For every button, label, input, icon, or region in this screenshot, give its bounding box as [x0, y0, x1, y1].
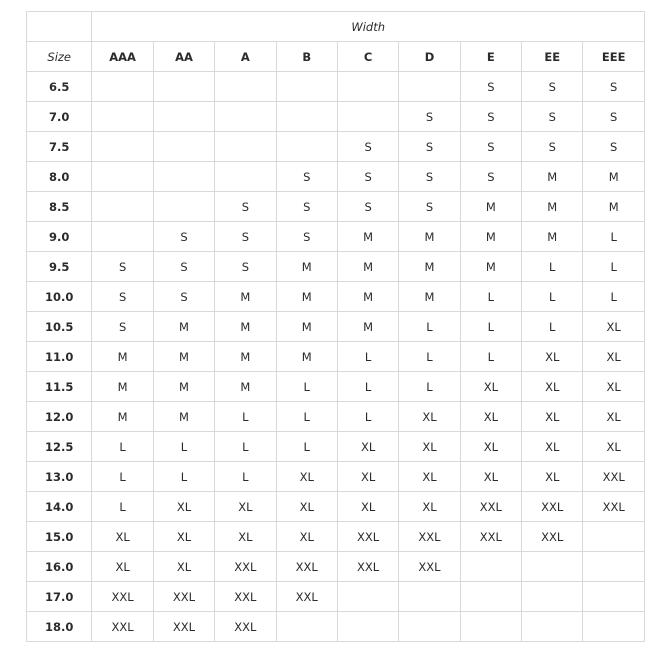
fit-cell: M	[276, 342, 337, 372]
fit-cell: S	[153, 222, 214, 252]
size-value: 16.0	[27, 552, 92, 582]
size-value: 11.5	[27, 372, 92, 402]
fit-cell	[215, 72, 276, 102]
fit-cell	[153, 102, 214, 132]
fit-cell: S	[522, 102, 583, 132]
column-header: AAA	[92, 42, 153, 72]
table-row	[27, 492, 645, 522]
fit-cell: XXL	[399, 522, 460, 552]
fit-cell: M	[337, 282, 398, 312]
table-row	[27, 162, 645, 192]
fit-cell: XXL	[583, 492, 645, 522]
fit-cell: XL	[460, 402, 521, 432]
fit-cell	[153, 162, 214, 192]
fit-cell: XL	[337, 462, 398, 492]
fit-cell: XXL	[215, 612, 276, 642]
fit-cell: XXL	[153, 582, 214, 612]
fit-cell	[92, 162, 153, 192]
fit-cell: XXL	[460, 492, 521, 522]
fit-cell	[276, 102, 337, 132]
fit-cell: L	[92, 462, 153, 492]
fit-cell: M	[153, 342, 214, 372]
fit-cell: XL	[583, 432, 645, 462]
fit-cell: XL	[583, 342, 645, 372]
fit-cell: L	[153, 432, 214, 462]
fit-cell: L	[583, 252, 645, 282]
fit-cell: L	[522, 252, 583, 282]
fit-cell: L	[399, 372, 460, 402]
fit-cell: XXL	[215, 552, 276, 582]
fit-cell: XL	[92, 522, 153, 552]
table-row	[27, 372, 645, 402]
size-value: 8.5	[27, 192, 92, 222]
column-header: C	[337, 42, 398, 72]
fit-cell: L	[337, 342, 398, 372]
fit-cell: L	[583, 222, 645, 252]
fit-cell: XL	[153, 522, 214, 552]
fit-cell: M	[153, 402, 214, 432]
fit-cell: L	[399, 312, 460, 342]
fit-cell: S	[337, 132, 398, 162]
fit-cell: S	[522, 72, 583, 102]
fit-cell	[583, 612, 645, 642]
fit-cell: M	[460, 222, 521, 252]
fit-cell: XXL	[522, 492, 583, 522]
fit-cell: L	[460, 312, 521, 342]
fit-cell	[276, 132, 337, 162]
fit-cell	[583, 522, 645, 552]
fit-cell: M	[276, 312, 337, 342]
fit-cell: M	[92, 372, 153, 402]
size-value: 7.5	[27, 132, 92, 162]
table-row	[27, 612, 645, 642]
size-value: 15.0	[27, 522, 92, 552]
fit-cell: M	[522, 192, 583, 222]
fit-cell	[399, 72, 460, 102]
fit-cell	[215, 132, 276, 162]
fit-cell: L	[399, 342, 460, 372]
fit-cell: S	[583, 72, 645, 102]
fit-cell: M	[399, 252, 460, 282]
fit-cell: XL	[522, 372, 583, 402]
fit-cell: L	[460, 282, 521, 312]
size-value: 6.5	[27, 72, 92, 102]
fit-cell: XL	[215, 522, 276, 552]
table-row	[27, 132, 645, 162]
fit-cell: XXL	[460, 522, 521, 552]
table-row	[27, 102, 645, 132]
fit-cell: XXL	[583, 462, 645, 492]
column-header: D	[399, 42, 460, 72]
fit-cell: S	[215, 192, 276, 222]
fit-cell: XL	[460, 372, 521, 402]
fit-cell	[399, 582, 460, 612]
fit-cell	[276, 72, 337, 102]
table-row	[27, 282, 645, 312]
fit-cell: M	[215, 372, 276, 402]
column-header: EEE	[583, 42, 645, 72]
table-row	[27, 192, 645, 222]
size-value: 14.0	[27, 492, 92, 522]
fit-cell: S	[92, 282, 153, 312]
fit-cell: M	[460, 192, 521, 222]
fit-cell: XL	[276, 522, 337, 552]
column-header: B	[276, 42, 337, 72]
fit-cell: L	[337, 372, 398, 402]
fit-cell	[215, 162, 276, 192]
fit-cell: M	[337, 252, 398, 282]
fit-cell	[583, 552, 645, 582]
table-row	[27, 72, 645, 102]
fit-cell: S	[215, 252, 276, 282]
fit-cell: XL	[522, 342, 583, 372]
fit-cell	[460, 582, 521, 612]
fit-cell	[399, 612, 460, 642]
fit-cell	[153, 72, 214, 102]
size-value: 9.0	[27, 222, 92, 252]
fit-cell: M	[276, 282, 337, 312]
fit-cell	[337, 72, 398, 102]
fit-cell: XL	[215, 492, 276, 522]
fit-cell: XXL	[92, 582, 153, 612]
fit-cell	[460, 552, 521, 582]
fit-cell: M	[522, 162, 583, 192]
fit-cell: M	[276, 252, 337, 282]
fit-cell	[583, 582, 645, 612]
fit-cell	[215, 102, 276, 132]
fit-cell: M	[92, 402, 153, 432]
fit-cell: XL	[276, 492, 337, 522]
fit-cell: M	[399, 282, 460, 312]
corner-cell	[27, 12, 92, 42]
fit-cell: M	[399, 222, 460, 252]
fit-cell: XL	[153, 552, 214, 582]
chart-body	[27, 72, 645, 642]
fit-cell: S	[399, 132, 460, 162]
fit-cell: S	[153, 282, 214, 312]
fit-cell	[337, 612, 398, 642]
fit-cell: M	[153, 312, 214, 342]
fit-cell: XL	[522, 432, 583, 462]
fit-cell: XL	[583, 402, 645, 432]
size-value: 17.0	[27, 582, 92, 612]
fit-cell: M	[92, 342, 153, 372]
fit-cell: S	[153, 252, 214, 282]
size-value: 10.0	[27, 282, 92, 312]
fit-cell: M	[583, 162, 645, 192]
column-header-row	[27, 42, 645, 72]
column-header: AA	[153, 42, 214, 72]
fit-cell: L	[460, 342, 521, 372]
fit-cell: XXL	[337, 552, 398, 582]
fit-cell: S	[92, 312, 153, 342]
fit-cell	[153, 132, 214, 162]
fit-cell	[92, 222, 153, 252]
fit-cell	[522, 582, 583, 612]
fit-cell	[276, 612, 337, 642]
fit-cell: XXL	[276, 582, 337, 612]
fit-cell: S	[583, 102, 645, 132]
table-row	[27, 522, 645, 552]
fit-cell: L	[153, 462, 214, 492]
fit-cell: L	[215, 462, 276, 492]
fit-cell: XL	[399, 492, 460, 522]
fit-cell: XXL	[399, 552, 460, 582]
fit-cell: L	[583, 282, 645, 312]
fit-cell: XL	[337, 492, 398, 522]
fit-cell: S	[460, 162, 521, 192]
fit-cell: L	[522, 282, 583, 312]
table-row	[27, 402, 645, 432]
fit-cell: S	[276, 192, 337, 222]
fit-cell: XL	[337, 432, 398, 462]
table-row	[27, 312, 645, 342]
size-value: 11.0	[27, 342, 92, 372]
fit-cell: M	[460, 252, 521, 282]
fit-cell: XXL	[337, 522, 398, 552]
fit-cell: S	[92, 252, 153, 282]
table-row	[27, 222, 645, 252]
size-width-chart	[26, 11, 645, 642]
table-row	[27, 252, 645, 282]
column-header: E	[460, 42, 521, 72]
fit-cell: S	[460, 132, 521, 162]
fit-cell: S	[215, 222, 276, 252]
fit-cell: M	[522, 222, 583, 252]
fit-cell: L	[276, 372, 337, 402]
table-row	[27, 462, 645, 492]
table-row	[27, 432, 645, 462]
fit-cell: S	[337, 162, 398, 192]
fit-cell: XL	[92, 552, 153, 582]
fit-cell	[92, 132, 153, 162]
fit-cell	[337, 582, 398, 612]
fit-cell: XL	[399, 402, 460, 432]
fit-cell: S	[583, 132, 645, 162]
table-row	[27, 552, 645, 582]
size-value: 13.0	[27, 462, 92, 492]
fit-cell: L	[92, 492, 153, 522]
fit-cell: S	[276, 162, 337, 192]
table-row	[27, 582, 645, 612]
fit-cell: XXL	[276, 552, 337, 582]
fit-cell	[92, 192, 153, 222]
fit-cell: XL	[583, 372, 645, 402]
fit-cell: L	[215, 402, 276, 432]
size-value: 9.5	[27, 252, 92, 282]
fit-cell: L	[337, 402, 398, 432]
size-value: 18.0	[27, 612, 92, 642]
fit-cell: S	[399, 162, 460, 192]
fit-cell: XXL	[153, 612, 214, 642]
width-title-row	[27, 12, 645, 42]
width-title: Width	[92, 12, 645, 42]
size-value: 12.5	[27, 432, 92, 462]
fit-cell: XL	[583, 312, 645, 342]
fit-cell: S	[337, 192, 398, 222]
fit-cell: S	[522, 132, 583, 162]
fit-cell: S	[399, 102, 460, 132]
size-value: 12.0	[27, 402, 92, 432]
fit-cell	[92, 72, 153, 102]
fit-cell	[460, 612, 521, 642]
fit-cell: XL	[399, 432, 460, 462]
fit-cell: XXL	[522, 522, 583, 552]
size-column-header: Size	[27, 42, 92, 72]
fit-cell: S	[399, 192, 460, 222]
fit-cell: XL	[153, 492, 214, 522]
fit-cell: XL	[399, 462, 460, 492]
fit-cell: XL	[522, 462, 583, 492]
fit-cell: L	[276, 402, 337, 432]
fit-cell: L	[522, 312, 583, 342]
fit-cell	[337, 102, 398, 132]
fit-cell	[522, 552, 583, 582]
fit-cell: M	[215, 282, 276, 312]
size-value: 10.5	[27, 312, 92, 342]
fit-cell: XXL	[215, 582, 276, 612]
fit-cell: L	[215, 432, 276, 462]
fit-cell	[92, 102, 153, 132]
fit-cell: XL	[460, 432, 521, 462]
fit-cell: M	[215, 312, 276, 342]
fit-cell	[153, 192, 214, 222]
fit-cell: S	[276, 222, 337, 252]
fit-cell: XL	[460, 462, 521, 492]
fit-cell: S	[460, 72, 521, 102]
fit-cell: XXL	[92, 612, 153, 642]
fit-cell: L	[276, 432, 337, 462]
table-row	[27, 342, 645, 372]
size-value: 8.0	[27, 162, 92, 192]
column-header: EE	[522, 42, 583, 72]
fit-cell: S	[460, 102, 521, 132]
column-header: A	[215, 42, 276, 72]
fit-cell: XL	[276, 462, 337, 492]
fit-cell: M	[337, 312, 398, 342]
fit-cell: L	[92, 432, 153, 462]
fit-cell: M	[337, 222, 398, 252]
fit-cell: M	[215, 342, 276, 372]
size-value: 7.0	[27, 102, 92, 132]
fit-cell: XL	[522, 402, 583, 432]
fit-cell	[522, 612, 583, 642]
fit-cell: M	[583, 192, 645, 222]
fit-cell: M	[153, 372, 214, 402]
